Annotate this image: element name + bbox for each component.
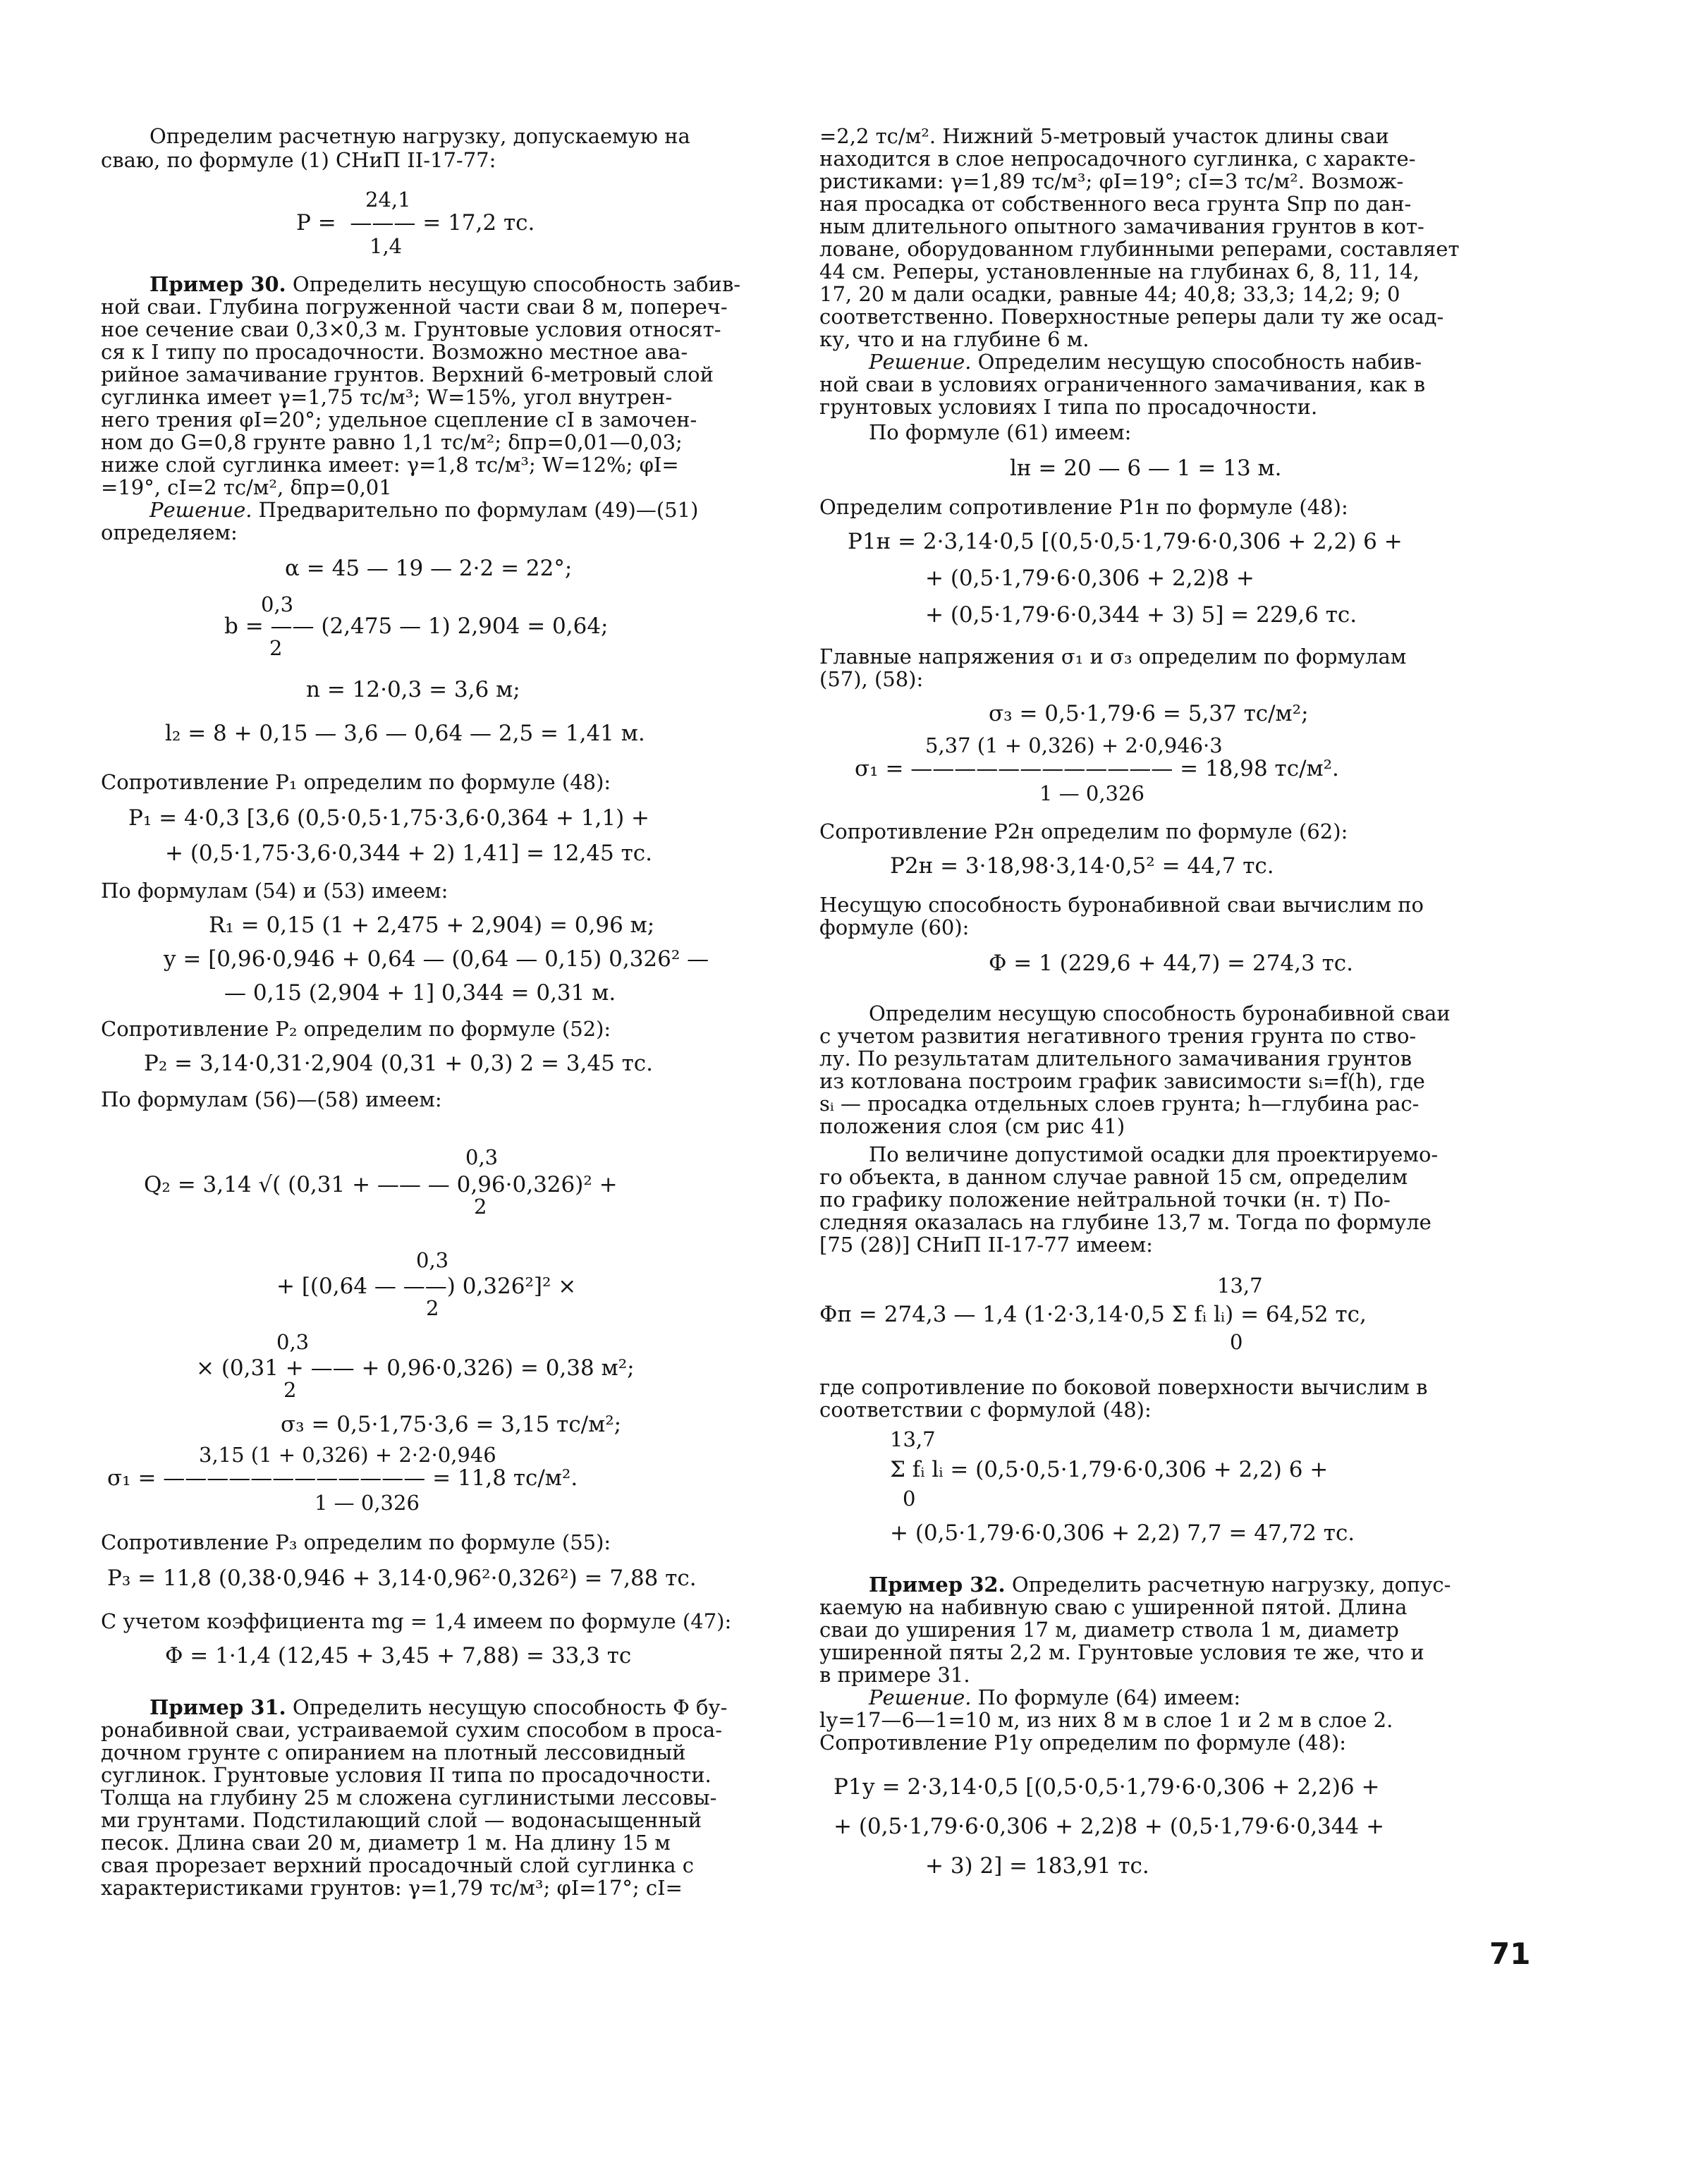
equation-line: Q₂ = 3,14 √( (0,31 + —— — 0,96·0,326)² + (144, 1172, 618, 1197)
text-line: лу. По результатам длительного замачивания грунтов (819, 1047, 1412, 1070)
equation-line: R₁ = 0,15 (1 + 2,475 + 2,904) = 0,96 м; (209, 913, 655, 938)
text-line: 13,7 (1217, 1274, 1263, 1298)
equation-line: y = [0,96·0,946 + 0,64 — (0,64 — 0,15) 0,326² — (164, 946, 709, 972)
text-line: 17, 20 м дали осадки, равные 44; 40,8; 33,3; 14,2; 9; 0 (819, 282, 1400, 306)
text-line: суглинка имеет γ=1,75 тс/м³; W=15%, угол внутрен- (101, 385, 673, 409)
text-line: из котлована построим график зависимости sᵢ=f(h), где (819, 1069, 1425, 1093)
equation-line: P = ——— = 17,2 тс. (296, 210, 535, 236)
left-column (0, 0, 818, 2184)
text-line: суглинок. Грунтовые условия II типа по просадочности. (101, 1763, 712, 1787)
equation-line: lн = 20 — 6 — 1 = 13 м. (1010, 456, 1282, 481)
text-line: где сопротивление по боковой поверхности вычислим в (819, 1375, 1428, 1399)
equation-line: P1у = 2·3,14·0,5 [(0,5·0,5·1,79·6·0,306 + 2,2)6 + (834, 1774, 1380, 1800)
equation-line: + (0,5·1,79·6·0,306 + 2,2)8 + (0,5·1,79·6·0,344 + (834, 1814, 1385, 1839)
equation-line: + [(0,64 — ——) 0,326²]² × (276, 1274, 577, 1299)
text-line: соответствии с формулой (48): (819, 1398, 1152, 1422)
text-line: ное сечение сваи 0,3×0,3 м. Грунтовые условия относят- (101, 317, 721, 341)
text-line: определяем: (101, 520, 238, 544)
text-line: в примере 31. (819, 1663, 970, 1687)
equation-line: + (0,5·1,75·3,6·0,344 + 2) 1,41] = 12,45 тс. (165, 841, 652, 866)
equation-line: σ₃ = 0,5·1,75·3,6 = 3,15 тс/м²; (281, 1412, 622, 1437)
equation-line: — 0,15 (2,904 + 1] 0,344 = 0,31 м. (224, 980, 616, 1006)
text-line: =2,2 тс/м². Нижний 5-метровый участок длины сваи (819, 124, 1389, 148)
text-line: sᵢ — просадка отдельных слоев грунта; h—глубина рас- (819, 1092, 1420, 1116)
text-line: 1 — 0,326 (315, 1491, 420, 1515)
text-line: По величине допустимой осадки для проектируемо- (869, 1142, 1439, 1166)
text-line: положения слоя (см рис 41) (819, 1114, 1125, 1138)
text-line: 3,15 (1 + 0,326) + 2·2·0,946 (199, 1443, 496, 1467)
text-line: ми грунтами. Подстилающий слой — водонасыщенный (101, 1808, 702, 1832)
text-line: ным длительного опытного замачивания грунтов в кот- (819, 214, 1424, 238)
equation-line: Σ fᵢ lᵢ = (0,5·0,5·1,79·6·0,306 + 2,2) 6 + (890, 1457, 1329, 1482)
text-line: свая прорезает верхний просадочный слой суглинка с (101, 1853, 695, 1877)
equation-line: + 3) 2] = 183,91 тс. (925, 1853, 1149, 1879)
equation-line: σ₁ = ———————————— = 18,98 тс/м². (855, 756, 1339, 781)
text-line: ном до G=0,8 грунте равно 1,1 тс/м²; δпр=0,01—0,03; (101, 430, 683, 454)
text-line: Пример 32. Определить расчетную нагрузку, допус- (869, 1573, 1451, 1597)
equation-line: P₁ = 4·0,3 [3,6 (0,5·0,5·1,75·3,6·0,364 + 1,1) + (128, 805, 650, 831)
text-line: 5,37 (1 + 0,326) + 2·0,946·3 (925, 733, 1223, 757)
text-line: 2 (283, 1378, 297, 1402)
page-number: 71 (1489, 1936, 1531, 1971)
equation-line: l₂ = 8 + 0,15 — 3,6 — 0,64 — 2,5 = 1,41 м. (165, 721, 645, 746)
text-line: 0,3 (276, 1330, 310, 1354)
text-line: Определим несущую способность буронабивной сваи (869, 1001, 1451, 1025)
text-line: каемую на набивную сваю с уширенной пятой. Длина (819, 1595, 1408, 1619)
text-line: ная просадка от собственного веса грунта Sпр по дан- (819, 192, 1412, 216)
text-line: Пример 30. Определить несущую способность забив- (149, 272, 741, 296)
text-line: Определим расчетную нагрузку, допускаемую на (149, 124, 690, 148)
text-line: ной сваи. Глубина погруженной части сваи 8 м, попереч- (101, 295, 728, 319)
text-line: находится в слое непросадочного суглинка, с характе- (819, 147, 1416, 171)
text-line: Пример 31. Определить несущую способность Φ бу- (149, 1695, 728, 1719)
text-line: Сопротивление P2н определим по формуле (62): (819, 819, 1348, 843)
text-line: 2 (474, 1195, 487, 1219)
text-line: сваи до уширения 17 м, диаметр ствола 1 м, диаметр (819, 1618, 1399, 1642)
text-line: ловане, оборудованном глубинными реперами, составляет (819, 237, 1460, 261)
text-line: следняя оказалась на глубине 13,7 м. Тогда по формуле (819, 1210, 1431, 1234)
text-line: По формуле (61) имеем: (869, 420, 1132, 444)
text-line: 2 (426, 1296, 439, 1320)
equation-line: P1н = 2·3,14·0,5 [(0,5·0,5·1,79·6·0,306 + 2,2) 6 + (848, 529, 1403, 554)
text-line: lу=17—6—1=10 м, из них 8 м в слое 1 и 2 м в слое 2. (819, 1708, 1393, 1732)
equation-line: P₃ = 11,8 (0,38·0,946 + 3,14·0,96²·0,326²) = 7,88 тс. (107, 1566, 697, 1591)
equation-line: P₂ = 3,14·0,31·2,904 (0,31 + 0,3) 2 = 3,45 тс. (144, 1051, 654, 1076)
text-line: Сопротивление P₂ определим по формуле (52): (101, 1017, 611, 1041)
text-line: С учетом коэффициента mg = 1,4 имеем по формуле (47): (101, 1609, 732, 1633)
equation-line: Φп = 274,3 — 1,4 (1·2·3,14·0,5 Σ fᵢ lᵢ) = 64,52 тс, (819, 1302, 1367, 1327)
equation-line: + (0,5·1,79·6·0,344 + 3) 5] = 229,6 тс. (925, 602, 1357, 628)
equation-line: b = —— (2,475 — 1) 2,904 = 0,64; (224, 614, 609, 639)
text-line: По формулам (54) и (53) имеем: (101, 879, 448, 903)
text-line: Определим сопротивление P1н по формуле (48): (819, 495, 1348, 519)
text-line: Решение. Определим несущую способность набив- (869, 350, 1422, 374)
text-line: ку, что и на глубине 6 м. (819, 327, 1089, 351)
text-line: Толща на глубину 25 м сложена суглинистыми лессовы- (101, 1786, 717, 1810)
text-line: ристиками: γ=1,89 тс/м³; φI=19°; cI=3 тс/м². Возмож- (819, 169, 1404, 193)
equation-line: α = 45 — 19 — 2·2 = 22°; (285, 556, 573, 581)
text-line: 0 (1230, 1330, 1243, 1354)
text-line: с учетом развития негативного трения грунта по ство- (819, 1024, 1417, 1048)
equation-line: Φ = 1·1,4 (12,45 + 3,45 + 7,88) = 33,3 тс (165, 1643, 632, 1668)
equation-line: n = 12·0,3 = 3,6 м; (306, 677, 520, 702)
text-line: Сопротивление P₁ определим по формуле (48): (101, 770, 611, 794)
text-line: го объекта, в данном случае равной 15 см, определим (819, 1165, 1408, 1189)
text-line: 0,3 (261, 592, 294, 616)
text-line: 0 (903, 1487, 916, 1511)
text-line: =19°, cI=2 тс/м², δпр=0,01 (101, 475, 392, 499)
text-line: Несущую способность буронабивной сваи вычислим по (819, 893, 1424, 917)
text-line: дочном грунте с опиранием на плотный лессовидный (101, 1740, 686, 1764)
text-line: 1 — 0,326 (1039, 781, 1144, 805)
equation-line: + (0,5·1,79·6·0,306 + 2,2)8 + (925, 566, 1254, 591)
text-line: рийное замачивание грунтов. Верхний 6-метровый слой (101, 362, 714, 386)
text-line: характеристиками грунтов: γ=1,79 тс/м³; φI=17°; cI= (101, 1876, 683, 1900)
text-line: Решение. Предварительно по формулам (49)—(51) (149, 498, 699, 522)
text-line: По формулам (56)—(58) имеем: (101, 1087, 442, 1111)
text-line: сваю, по формуле (1) СНиП II-17-77: (101, 148, 496, 172)
text-line: соответственно. Поверхностные реперы дали ту же осад- (819, 305, 1444, 329)
equation-line: σ₃ = 0,5·1,79·6 = 5,37 тс/м²; (989, 701, 1309, 726)
text-line: по графику положение нейтральной точки (н. т) По- (819, 1188, 1391, 1212)
text-line: 0,3 (416, 1248, 449, 1272)
text-line: ронабивной сваи, устраиваемой сухим способом в проса- (101, 1718, 723, 1742)
text-line: ниже слой суглинка имеет: γ=1,8 тс/м³; W=12%; φI= (101, 453, 679, 477)
text-line: [75 (28)] СНиП II-17-77 имеем: (819, 1233, 1153, 1257)
equation-line: P2н = 3·18,98·3,14·0,5² = 44,7 тс. (890, 853, 1274, 879)
text-line: Сопротивление P₃ определим по формуле (55): (101, 1530, 611, 1554)
equation-line: σ₁ = ———————————— = 11,8 тс/м². (107, 1465, 578, 1491)
equation-line: Φ = 1 (229,6 + 44,7) = 274,3 тс. (989, 951, 1353, 976)
text-line: песок. Длина сваи 20 м, диаметр 1 м. На длину 15 м (101, 1831, 671, 1855)
text-line: Сопротивление P1у определим по формуле (48): (819, 1731, 1347, 1755)
text-line: (57), (58): (819, 667, 924, 691)
text-line: формуле (60): (819, 915, 970, 939)
text-line: уширенной пяты 2,2 м. Грунтовые условия те же, что и (819, 1640, 1424, 1664)
text-line: 1,4 (370, 234, 403, 258)
text-line: 24,1 (365, 188, 411, 212)
equation-line: × (0,31 + —— + 0,96·0,326) = 0,38 м²; (196, 1355, 635, 1381)
text-line: Решение. По формуле (64) имеем: (869, 1685, 1241, 1709)
text-line: грунтовых условиях I типа по просадочности. (819, 395, 1318, 419)
right-column (818, 0, 1691, 2184)
text-line: ной сваи в условиях ограниченного замачивания, как в (819, 372, 1426, 396)
text-line: Главные напряжения σ₁ и σ₃ определим по формулам (819, 645, 1407, 669)
equation-line: + (0,5·1,79·6·0,306 + 2,2) 7,7 = 47,72 тс. (890, 1520, 1355, 1546)
text-line: него трения φI=20°; удельное сцепление cI в замочен- (101, 408, 697, 432)
text-line: 13,7 (890, 1427, 936, 1451)
text-line: 2 (269, 636, 283, 660)
text-line: 0,3 (465, 1145, 499, 1169)
text-line: ся к I типу по просадочности. Возможно местное ава- (101, 340, 688, 364)
text-line: 44 см. Реперы, установленные на глубинах 6, 8, 11, 14, (819, 260, 1420, 283)
